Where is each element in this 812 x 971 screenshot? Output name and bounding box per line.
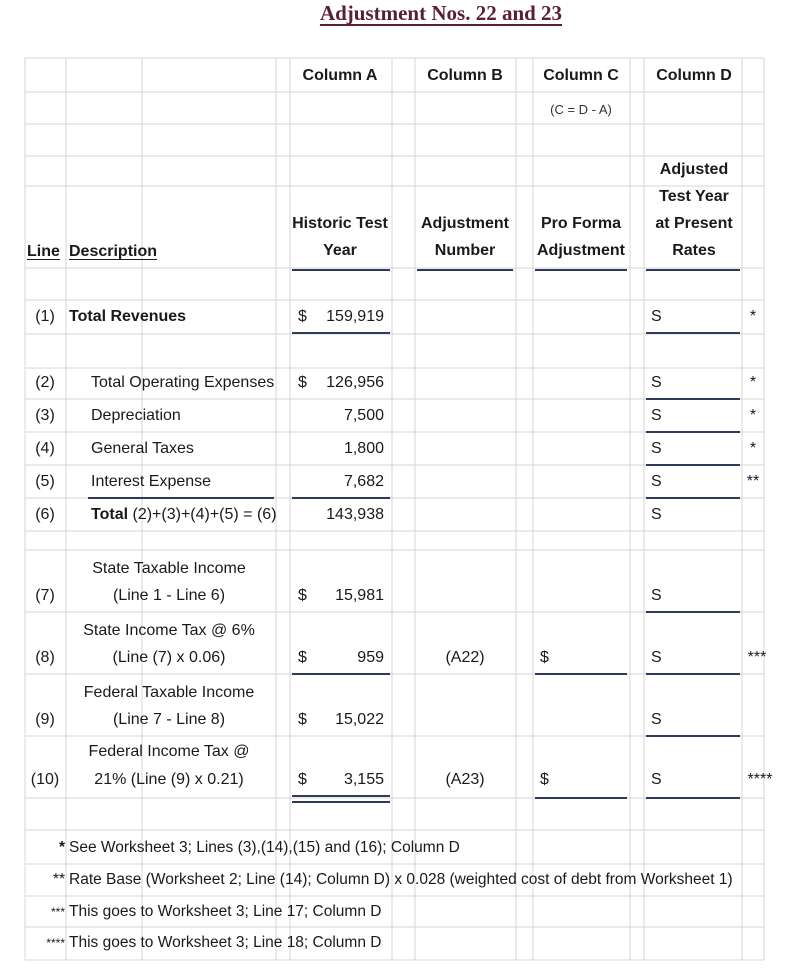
- column-d-value: S: [651, 771, 662, 788]
- footnote-marker: ****: [747, 771, 773, 788]
- column-b-caption-line1: Adjustment: [421, 215, 509, 232]
- dollar-sign: $: [298, 771, 307, 788]
- column-d-value: S: [651, 473, 662, 490]
- column-a-value: 126,956: [326, 374, 384, 391]
- column-a-caption-line2: Year: [323, 242, 357, 259]
- row-description: Total Revenues: [69, 308, 187, 325]
- line-number: (1): [35, 308, 55, 325]
- row-description: State Income Tax @ 6%: [83, 622, 255, 639]
- row5-underline-d: [646, 497, 740, 499]
- line-number: (7): [35, 587, 55, 604]
- column-a-value: 959: [357, 649, 384, 666]
- line-number: (4): [35, 440, 55, 457]
- header-underline-d: [646, 269, 740, 271]
- row9-underline-d: [646, 735, 740, 737]
- column-a-value: 7,500: [343, 407, 384, 424]
- footnote-text: This goes to Worksheet 3; Line 17; Column D: [69, 903, 382, 920]
- footnote-marker: *: [749, 407, 757, 424]
- column-a-caption-line1: Historic Test: [292, 215, 388, 232]
- column-a-header: Column A: [302, 67, 378, 84]
- row7-underline-d: [646, 611, 740, 613]
- column-d-caption-line1: Adjusted: [659, 161, 729, 178]
- dollar-sign: $: [298, 711, 307, 728]
- line-number: (5): [35, 473, 55, 490]
- column-a-value: 7,682: [343, 473, 384, 490]
- column-d-value: S: [651, 407, 662, 424]
- row-description: Depreciation: [91, 407, 181, 424]
- column-c-formula: (C = D - A): [550, 102, 612, 117]
- footnote-marker: ***: [747, 649, 767, 666]
- header-underline-c: [535, 269, 627, 271]
- column-d-value: S: [651, 374, 662, 391]
- line-number: (6): [35, 506, 55, 523]
- column-b-caption-line2: Number: [434, 242, 496, 259]
- column-d-value: S: [651, 649, 662, 666]
- page-title-text: Adjustment Nos. 22 and 23: [319, 1, 563, 25]
- row5-underline-desc: [88, 497, 274, 499]
- header-underline-a: [292, 269, 390, 271]
- footnote-mark: *: [58, 839, 65, 856]
- dollar-sign: $: [298, 308, 307, 325]
- column-a-value: 159,919: [326, 308, 384, 325]
- column-d-caption-line4: Rates: [672, 242, 716, 259]
- row-description-detail: (Line (7) x 0.06): [112, 649, 226, 666]
- row-description: Federal Taxable Income: [83, 684, 255, 701]
- column-c-value: $: [540, 649, 549, 666]
- row2-underline-d: [646, 398, 740, 400]
- line-number: (2): [35, 374, 55, 391]
- row1-underline-d: [646, 332, 740, 334]
- header-underline-b: [417, 269, 513, 271]
- row1-underline-a: [292, 332, 390, 334]
- row8-underline-d: [646, 673, 740, 675]
- footnote-marker: *: [749, 308, 757, 325]
- column-a-value: 3,155: [343, 771, 384, 788]
- adjustment-number: (A23): [445, 771, 485, 788]
- total-label: Total: [91, 506, 129, 523]
- line-header: Line: [27, 243, 60, 260]
- page-title: [0, 0, 812, 26]
- row10-underline-d: [646, 797, 740, 799]
- footnote-mark: **: [52, 871, 65, 888]
- row-description: Interest Expense: [91, 473, 212, 490]
- row4-underline-d: [646, 464, 740, 466]
- description-header: Description: [69, 243, 158, 260]
- column-a-value: 1,800: [343, 440, 384, 457]
- column-d-value: S: [651, 308, 662, 325]
- column-b-header: Column B: [427, 67, 503, 84]
- dollar-sign: $: [298, 374, 307, 391]
- column-c-caption-line1: Pro Forma: [540, 215, 621, 232]
- adjustment-number: (A22): [445, 649, 485, 666]
- footnote-marker: *: [749, 440, 757, 457]
- row-description: State Taxable Income: [92, 560, 246, 577]
- line-number: (10): [30, 771, 60, 788]
- column-c-value: $: [540, 771, 549, 788]
- column-c-header: Column C: [543, 67, 619, 84]
- row8-underline-a: [292, 673, 390, 675]
- row-description-detail: (Line 1 - Line 6): [112, 587, 226, 604]
- row-description: General Taxes: [91, 440, 194, 457]
- total-formula: (2)+(3)+(4)+(5) = (6): [132, 506, 277, 523]
- column-d-value: S: [651, 506, 662, 523]
- column-d-caption-line2: Test Year: [659, 188, 729, 205]
- column-d-caption-line3: at Present: [655, 215, 733, 232]
- dollar-sign: $: [298, 649, 307, 666]
- footnote-marker: *: [749, 374, 757, 391]
- column-c-caption-line2: Adjustment: [537, 242, 625, 259]
- row8-underline-c: [535, 673, 627, 675]
- row10-underline-c: [535, 797, 627, 799]
- row-description: Total Operating Expenses: [91, 374, 275, 391]
- footnote-text: This goes to Worksheet 3; Line 18; Column D: [69, 934, 382, 951]
- row10-double-underline-a: [292, 795, 390, 803]
- footnote-mark: ***: [50, 905, 65, 919]
- footnote-mark: ****: [46, 936, 65, 950]
- footnote-text: Rate Base (Worksheet 2; Line (14); Column D) x 0.028 (weighted cost of debt from Worksheet 1): [69, 871, 733, 888]
- row5-underline-a: [292, 497, 390, 499]
- row-description: Federal Income Tax @: [88, 743, 250, 760]
- dollar-sign: $: [298, 587, 307, 604]
- column-d-value: S: [651, 587, 662, 604]
- footnote-text: See Worksheet 3; Lines (3),(14),(15) and (16); Column D: [69, 839, 460, 856]
- line-number: (9): [35, 711, 55, 728]
- footnote-marker: **: [746, 473, 760, 490]
- row-description: [91, 505, 277, 525]
- column-a-value: 15,981: [335, 587, 384, 604]
- row3-underline-d: [646, 431, 740, 433]
- row-description-detail: 21% (Line (9) x 0.21): [94, 771, 244, 788]
- row-description-detail: (Line 7 - Line 8): [112, 711, 226, 728]
- column-d-value: S: [651, 711, 662, 728]
- column-a-value: 143,938: [326, 506, 384, 523]
- column-a-value: 15,022: [335, 711, 384, 728]
- column-d-header: Column D: [656, 67, 732, 84]
- column-d-value: S: [651, 440, 662, 457]
- line-number: (8): [35, 649, 55, 666]
- line-number: (3): [35, 407, 55, 424]
